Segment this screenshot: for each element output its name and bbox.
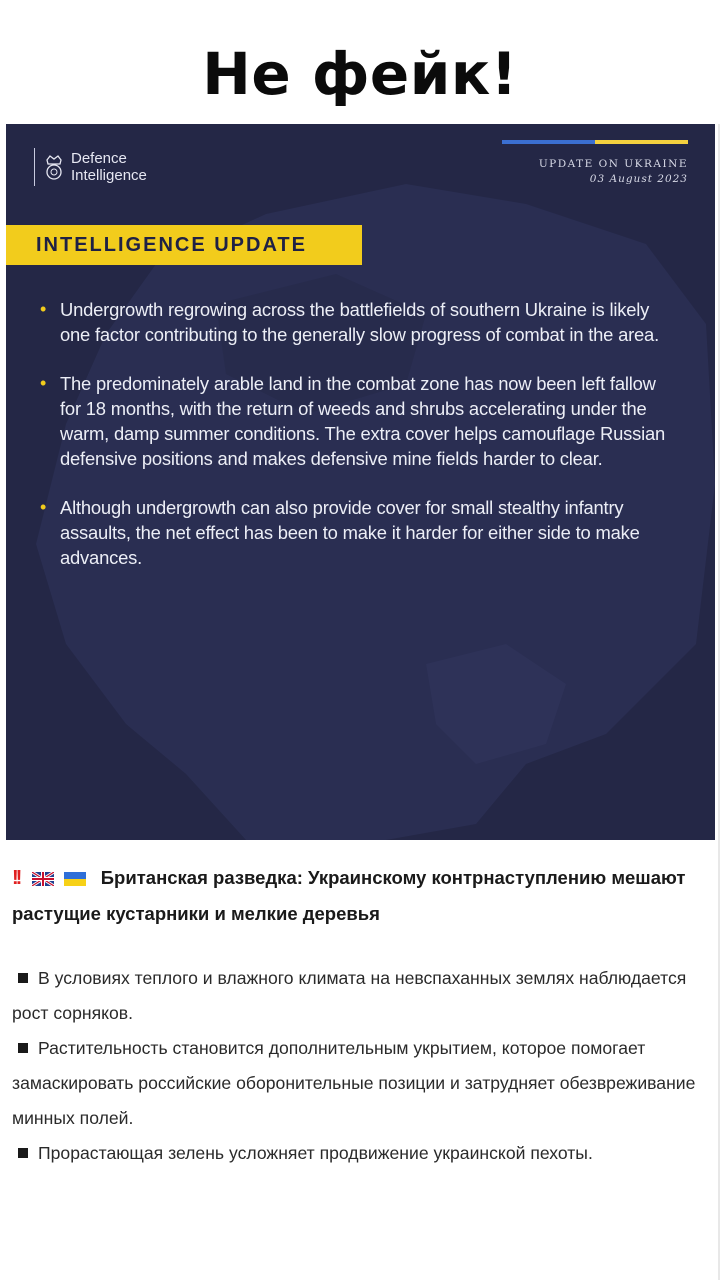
post-point-text: В условиях теплого и влажного климата на невспаханных землях наблюдается рост сорняков.	[12, 968, 687, 1023]
uk-flag-icon	[32, 872, 54, 886]
bullet-text: The predominately arable land in the combat zone has now been left fallow for 18 months, with the return of weeds and shrubs accelerating under the warm, damp summer conditions. The extra cover helps camouflage Russian defensive positions and makes defensive mine fields harder to clear.	[60, 373, 666, 469]
bullet-item	[40, 297, 680, 347]
post-body	[12, 860, 712, 1171]
logo-line-1: Defence	[71, 150, 127, 167]
bullet-dot-icon: •	[40, 299, 47, 319]
update-label: UPDATE ON UKRAINE	[538, 158, 688, 170]
update-date: 03 August 2023	[589, 173, 688, 185]
bullet-item	[40, 371, 680, 471]
bullet-item	[40, 495, 680, 570]
ukraine-flag-icon	[64, 872, 86, 886]
intelligence-update-banner: INTELLIGENCE UPDATE	[6, 225, 362, 265]
post-title-text: Британская разведка: Украинскому контрнаступлению мешают растущие кустарники и мелкие деревья	[12, 867, 686, 924]
black-square-icon	[18, 973, 28, 983]
bullet-text: Although undergrowth can also provide cover for small stealthy infantry assaults, the net effect has been to make it harder for either side to make advances.	[60, 497, 640, 568]
post-point	[12, 1031, 712, 1136]
post-point-text: Растительность становится дополнительным укрытием, которое помогает замаскировать российские оборонительные позиции и затрудняет обезвреживание минных полей.	[12, 1038, 696, 1128]
ukraine-flag-bar	[502, 140, 688, 144]
black-square-icon	[18, 1148, 28, 1158]
bullet-dot-icon: •	[40, 497, 47, 517]
update-header	[502, 140, 688, 185]
logo-divider	[34, 148, 35, 186]
logo-line-2: Intelligence	[71, 167, 147, 184]
bullet-text: Undergrowth regrowing across the battlefields of southern Ukraine is likely one factor contributing to the generally slow progress of combat in the area.	[60, 299, 659, 345]
page-headline: Не фейк!	[202, 40, 518, 108]
double-exclamation-icon: !!	[12, 867, 20, 889]
defence-intelligence-logo	[34, 148, 147, 186]
post-point	[12, 1136, 712, 1171]
post-title	[12, 860, 712, 931]
post-point	[12, 961, 712, 1031]
crown-crest-icon	[43, 152, 65, 182]
logo-text	[71, 150, 147, 184]
black-square-icon	[18, 1043, 28, 1053]
intelligence-bullet-list	[40, 297, 680, 594]
bullet-dot-icon: •	[40, 373, 47, 393]
post-point-text: Прорастающая зелень усложняет продвижение украинской пехоты.	[38, 1143, 593, 1163]
